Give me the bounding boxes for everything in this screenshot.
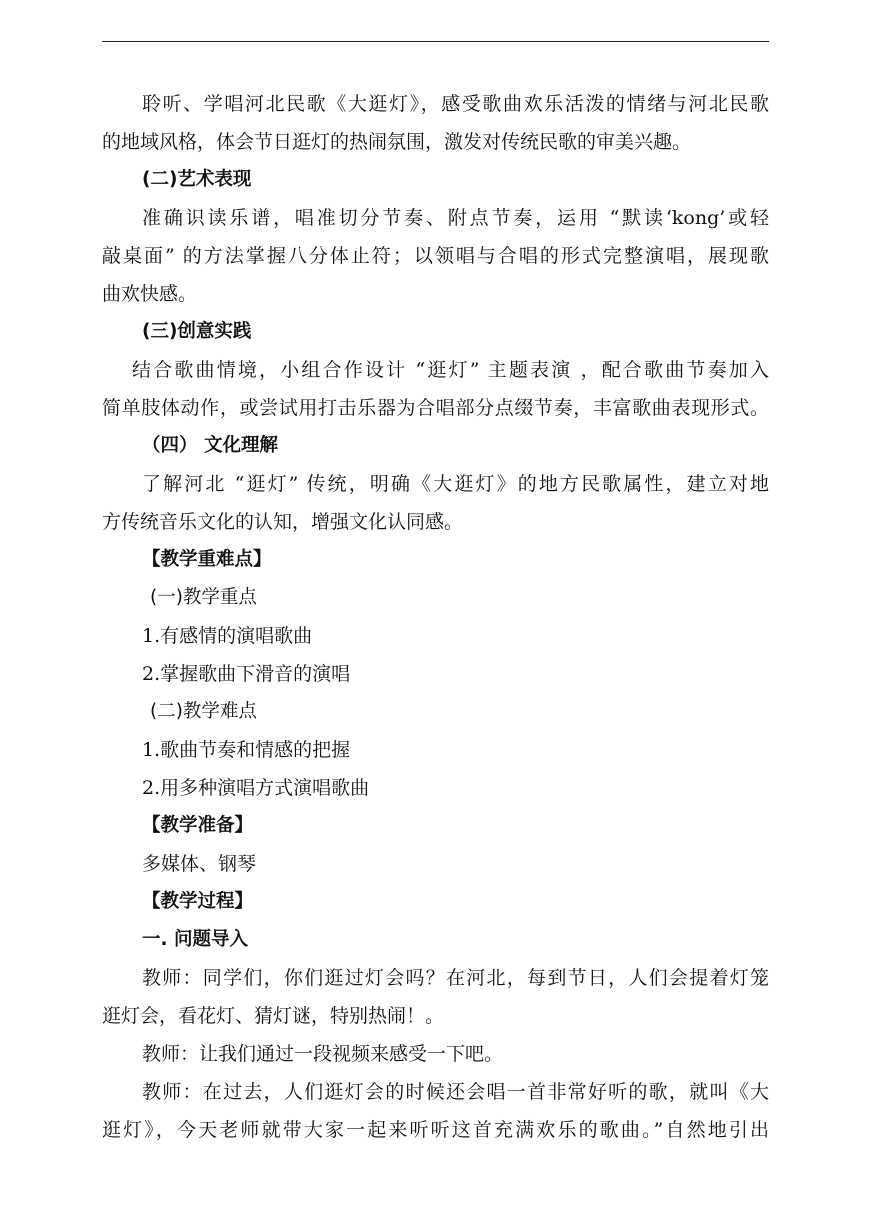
intro-line-1: 聆听、学唱河北民歌《大逛灯》，感受歌曲欢乐活泼的情绪与河北民歌 [142,93,769,115]
creative-practice-line-2: 简单肢体动作，或尝试用打击乐器为合唱部分点缀节奏，丰富歌曲表现形式。 [102,397,769,419]
intro-line-2: 的地域风格，体会节日逛灯的热闹氛围，激发对传统民歌的审美兴趣。 [102,131,692,153]
art-expression-line-1: 准确识读乐谱，唱准切分节奏、附点节奏，运用 “默读‘kong’或轻 [142,207,769,229]
section-heading-process: 【教学过程】 [142,891,254,912]
section-heading-cultural-understanding: （四） 文化理解 [142,435,278,456]
process-paragraph-1-line-1: 教师：同学们，你们逛过灯会吗？在河北，每到节日，人们会提着灯笼 [142,967,769,989]
subheading-key-points: (一)教学重点 [150,587,257,608]
header-rule [102,41,769,42]
creative-practice-line-1: 结合歌曲情境，小组合作设计 “逛灯” 主题表演 ，配合歌曲节奏加入 [132,359,769,381]
process-paragraph-2: 教师：让我们通过一段视频来感受一下吧。 [142,1043,504,1065]
section-heading-key-difficult: 【教学重难点】 [142,549,272,570]
cultural-understanding-line-1: 了解河北 “逛灯” 传统，明确《大逛灯》的地方民歌属性，建立对地 [142,473,769,495]
key-point-item-1: 1.有感情的演唱歌曲 [142,625,313,647]
section-heading-preparation: 【教学准备】 [142,815,254,836]
art-expression-line-3: 曲欢快感。 [102,283,198,305]
section-heading-art-expression: (二)艺术表现 [142,169,252,190]
document-body [102,85,769,1149]
process-paragraph-1-line-2: 逛灯会，看花灯、猜灯谜，特别热闹！。 [102,1005,445,1027]
art-expression-line-2: 敲桌面” 的方法掌握八分体止符；以领唱与合唱的形式完整演唱，展现歌 [102,245,769,267]
step-heading-question-intro: 一. 问题导入 [142,929,248,950]
process-paragraph-3-line-1: 教师：在过去，人们逛灯会的时候还会唱一首非常好听的歌，就叫《大 [142,1081,769,1103]
preparation-text: 多媒体、钢琴 [142,853,257,875]
section-heading-creative-practice: (三)创意实践 [142,321,252,342]
key-point-item-2: 2.掌握歌曲下滑音的演唱 [142,663,351,685]
subheading-difficult-points: (二)教学难点 [150,701,257,722]
difficult-point-item-2: 2.用多种演唱方式演唱歌曲 [142,777,370,799]
cultural-understanding-line-2: 方传统音乐文化的认知，增强文化认同感。 [102,511,464,533]
difficult-point-item-1: 1.歌曲节奏和情感的把握 [142,739,351,761]
process-paragraph-3-line-2: 逛灯》，今天老师就带大家一起来听听这首充满欢乐的歌曲。”自然地引出 [102,1119,769,1141]
